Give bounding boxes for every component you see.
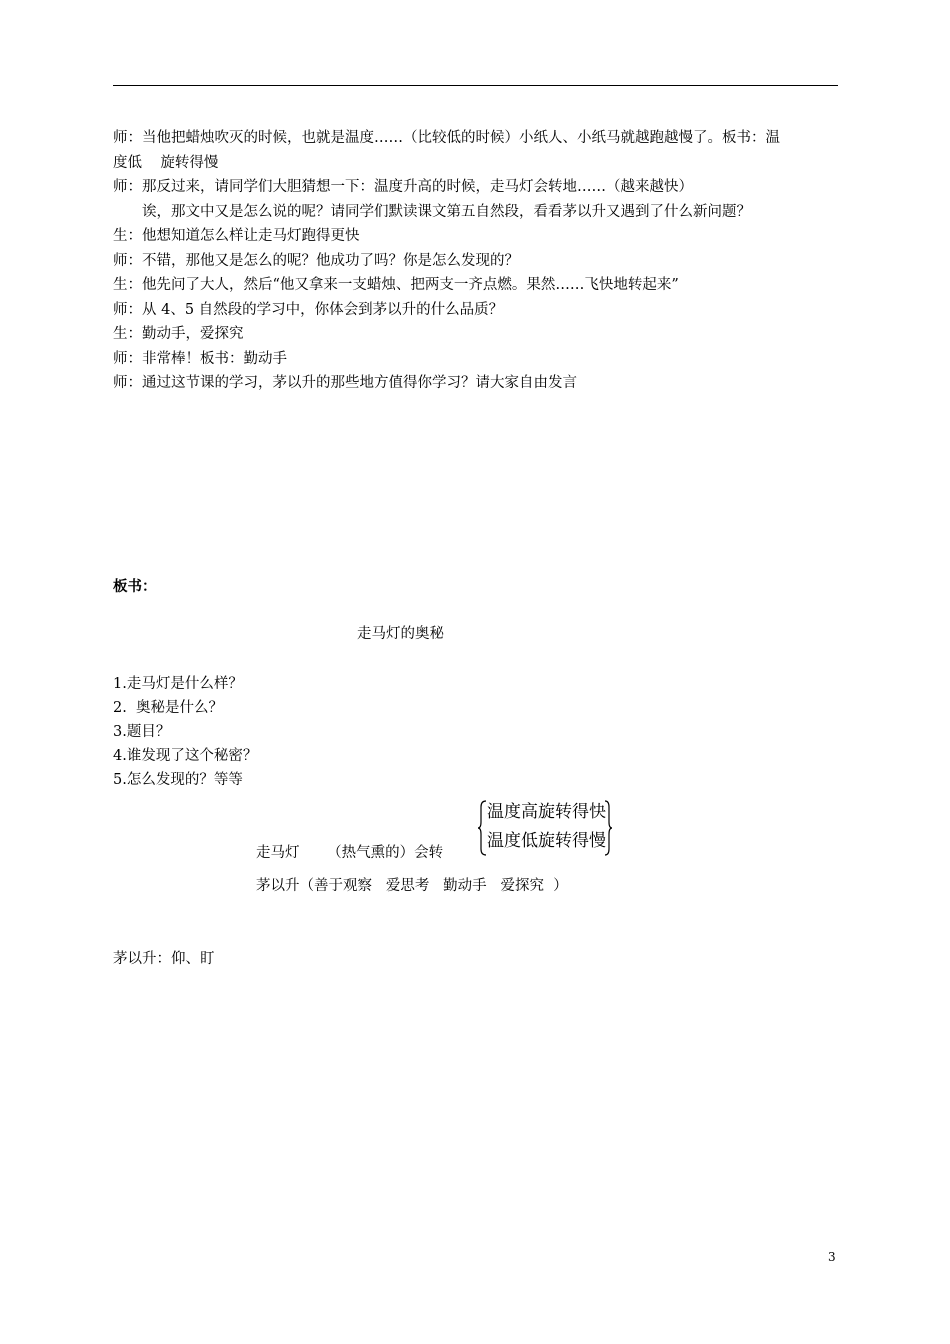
question-item: 3.题目？ <box>113 724 171 740</box>
dialogue-line: 师：当他把蜡烛吹灭的时候，也就是温度……（比较低的时候）小纸人、小纸马就越跑越慢了。板书：温 <box>113 130 780 146</box>
dialogue-line: 生：他先问了大人，然后“他又拿来一支蜡烛、把两支一齐点燃。果然……飞快地转起来” <box>113 277 679 293</box>
dialogue-line: 生：勤动手，爱探究 <box>113 326 244 342</box>
footer-note: 茅以升：仰、盯 <box>113 951 215 967</box>
dialogue-line: 生：他想知道怎么样让走马灯跑得更快 <box>113 228 360 244</box>
brace-line-hot: 温度高旋转得快 <box>487 802 606 822</box>
header-rule <box>113 85 838 86</box>
mao-qualities-line: 茅以升（善于观察 爱思考 勤动手 爱探究 ） <box>256 878 568 894</box>
dialogue-line: 师：不错，那他又是怎么的呢？他成功了吗？你是怎么发现的？ <box>113 252 519 269</box>
question-item: 2. 奥秘是什么？ <box>113 700 224 716</box>
dialogue-line: 师：那反过来，请同学们大胆猜想一下：温度升高的时候，走马灯会转地……（越来越快） <box>113 179 693 195</box>
question-item: 5.怎么发现的？等等 <box>113 772 243 788</box>
left-curly-brace <box>478 800 488 856</box>
dialogue-line: 师：通过这节课的学习，茅以升的那些地方值得你学习？请大家自由发言 <box>113 375 577 391</box>
lamp-line: 走马灯 （热气熏的）会转 <box>256 845 444 861</box>
dialogue-line: 诶，那文中又是怎么说的呢？请同学们默读课文第五自然段，看看茅以升又遇到了什么新问题？ <box>142 203 751 220</box>
dialogue-line: 师：非常棒！板书：勤动手 <box>113 350 287 367</box>
board-label: 板书： <box>113 578 157 595</box>
page-number: 3 <box>828 1250 836 1264</box>
right-curly-brace <box>604 800 612 856</box>
dialogue-line: 度低 旋转得慢 <box>113 154 219 171</box>
question-item: 1.走马灯是什么样？ <box>113 676 243 692</box>
dialogue-line: 师：从 4、5 自然段的学习中，你体会到茅以升的什么品质？ <box>113 301 504 318</box>
temperature-brace-group <box>478 798 612 856</box>
question-item: 4.谁发现了这个秘密？ <box>113 748 258 764</box>
dialogue-section <box>113 126 838 396</box>
board-title: 走马灯的奥秘 <box>357 626 444 642</box>
question-list <box>113 672 257 792</box>
brace-line-cold: 温度低旋转得慢 <box>487 831 606 851</box>
